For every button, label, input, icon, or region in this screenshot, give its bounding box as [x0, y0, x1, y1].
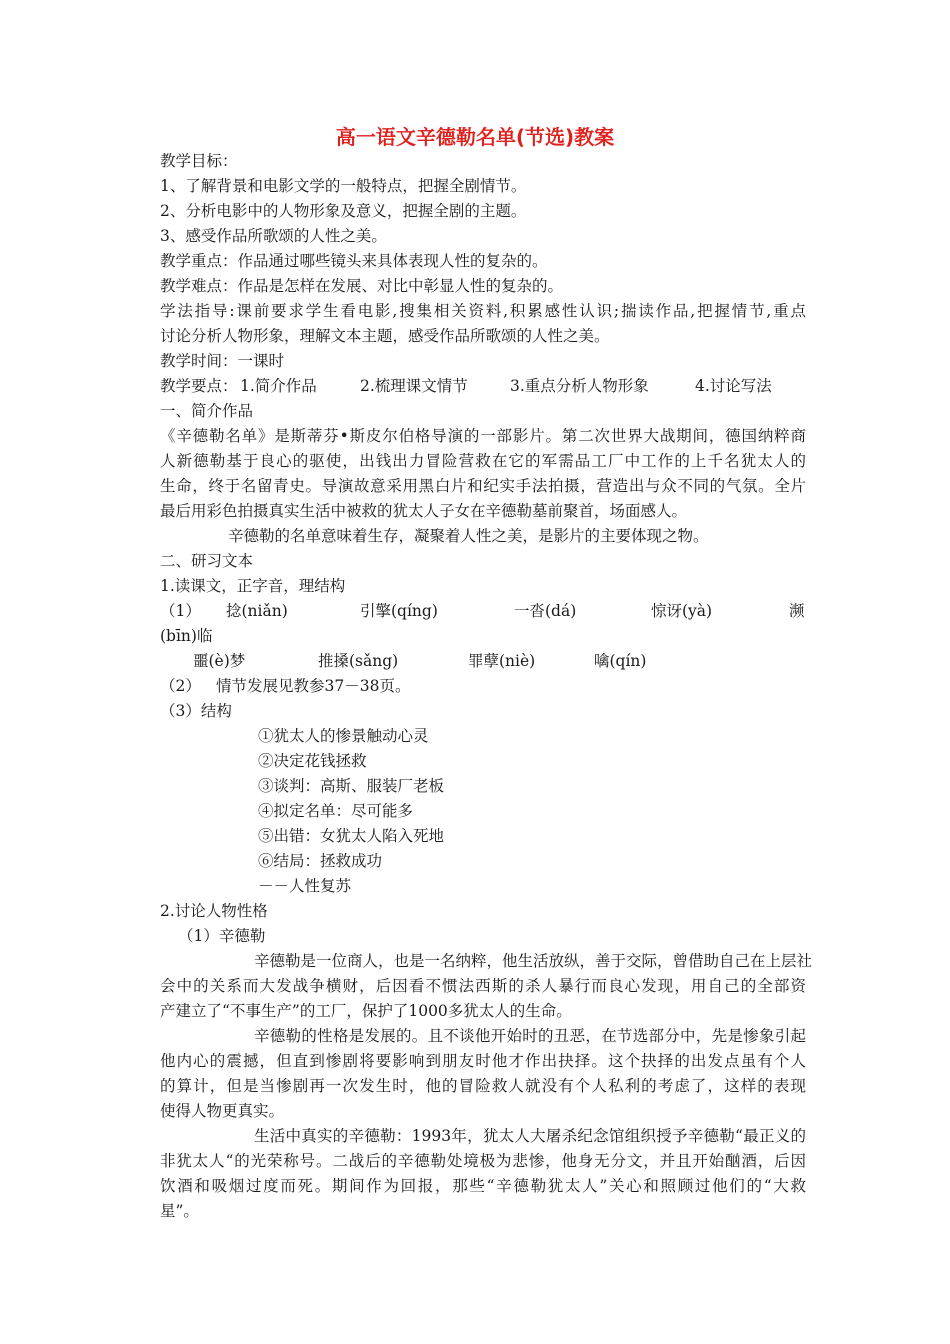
- paragraph-line: 《辛德勒名单》是斯蒂芬•斯皮尔伯格导演的一部影片。第二次世界大战期间，德国纳粹商: [160, 427, 806, 445]
- objectives-heading: 教学目标：: [160, 152, 238, 170]
- vocab-item: 推搡(sǎng): [318, 652, 399, 670]
- vocab-item: 罪孽(niè): [468, 652, 536, 670]
- structure-item: ⑤出错：女犹太人陷入死地: [258, 827, 445, 845]
- teaching-points: [160, 374, 795, 398]
- structure-item: ①犹太人的惨景触动心灵: [258, 727, 429, 745]
- vocab-item: 噩(è)梦: [193, 652, 246, 670]
- paragraph-line: 辛德勒是一位商人，也是一名纳粹，他生活放纵，善于交际，曾借助自己在上层社: [254, 952, 813, 970]
- method-line: 讨论分析人物形象，理解文本主题，感受作品所歌颂的人性之美。: [160, 327, 610, 345]
- paragraph-line: 的算计，但是当惨剧再一次发生时，他的冒险救人就没有个人私利的考虑了，这样的表现: [160, 1077, 806, 1095]
- plot-label: （2）: [160, 677, 201, 695]
- structure-item: ③谈判：高斯、服装厂老板: [258, 777, 445, 795]
- vocab-item: 噙(qín): [594, 652, 647, 670]
- objective-item: 1、了解背景和电影文学的一般特点，把握全剧情节。: [160, 177, 527, 195]
- point-item: 2.梳理课文情节: [360, 377, 468, 395]
- paragraph-line: 最后用彩色拍摄真实生活中被救的犹太人子女在辛德勒墓前聚首，场面感人。: [160, 502, 688, 520]
- point-item: 4.讨论写法: [695, 377, 772, 395]
- structure-item: ④拟定名单：尽可能多: [258, 802, 414, 820]
- point-item: 3.重点分析人物形象: [510, 377, 649, 395]
- structure-item: ②决定花钱拯救: [258, 752, 367, 770]
- paragraph-line: 使得人物更真实。: [160, 1102, 285, 1120]
- paragraph-line: 生命，终于名留青史。导演故意采用黑白片和纪实手法拍摄，营造出与众不同的气氛。全片: [160, 477, 806, 495]
- paragraph-line: 辛德勒的名单意味着生存，凝聚着人性之美，是影片的主要体现之物。: [228, 527, 709, 545]
- paragraph-line: 他内心的震撼，但直到惨剧将要影响到朋友时他才作出抉择。这个抉择的出发点虽有个人: [160, 1052, 806, 1070]
- objective-item: 3、感受作品所歌颂的人性之美。: [160, 227, 387, 245]
- paragraph-line: 会中的关系而大发战争横财，后因看不惯法西斯的杀人暴行而良心发现，用自己的全部资: [160, 977, 806, 995]
- plot-text: 情节发展见教参37－38页。: [216, 677, 411, 695]
- paragraph-line: 非犹太人“的光荣称号。二战后的辛德勒处境极为悲惨，他身无分文，并且开始酗酒，后因: [160, 1152, 806, 1170]
- paragraph-line: 饮酒和吸烟过度而死。期间作为回报，那些“辛德勒犹太人”关心和照顾过他们的“大救: [160, 1177, 806, 1195]
- key-point: 教学重点：作品通过哪些镜头来具体表现人性的复杂的。: [160, 252, 548, 270]
- vocab-row: [193, 649, 646, 673]
- teaching-time: 教学时间：一课时: [160, 352, 285, 370]
- section-heading: 一、简介作品: [160, 402, 254, 420]
- method-line: 学法指导:课前要求学生看电影,搜集相关资料,积累感性认识;揣读作品,把握情节,重点: [160, 302, 806, 320]
- vocab-item: 惊讶(yà): [651, 602, 713, 620]
- vocab-label: （1）: [160, 602, 201, 620]
- vocab-item: 捻(niǎn): [226, 602, 288, 620]
- paragraph-line: 星”。: [160, 1202, 199, 1220]
- objective-item: 2、分析电影中的人物形象及意义，把握全剧的主题。: [160, 202, 527, 220]
- structure-item: －－人性复苏: [258, 877, 352, 895]
- structure-label: （3）结构: [160, 702, 232, 720]
- points-label: 教学要点：: [160, 377, 238, 395]
- section-heading: 2.讨论人物性格: [160, 902, 268, 920]
- vocab-item: 一沓(dá): [514, 602, 577, 620]
- vocab-item: (bīn)临: [160, 627, 213, 645]
- point-item: 1.简介作品: [240, 377, 317, 395]
- paragraph-line: 人新德勒基于良心的驱使，出钱出力冒险营救在它的军需品工厂中工作的上千名犹太人的: [160, 452, 806, 470]
- subsection-heading: （1）辛德勒: [178, 927, 266, 945]
- difficulty: 教学难点：作品是怎样在发展、对比中彰显人性的复杂的。: [160, 277, 564, 295]
- vocab-row: [160, 599, 805, 623]
- subsection-heading: 1.读课文，正字音，理结构: [160, 577, 346, 595]
- vocab-item: 濒: [789, 602, 805, 620]
- plot-line: [160, 674, 410, 698]
- paragraph-line: 辛德勒的性格是发展的。且不谈他开始时的丑恶，在节选部分中，先是惨象引起: [254, 1027, 806, 1045]
- paragraph-line: 生活中真实的辛德勒：1993年，犹太人大屠杀纪念馆组织授予辛德勒“最正义的: [254, 1127, 806, 1145]
- vocab-item: 引擎(qíng): [360, 602, 438, 620]
- section-heading: 二、研习文本: [160, 552, 254, 570]
- paragraph-line: 产建立了“不事生产”的工厂，保护了1000多犹太人的生命。: [160, 1002, 572, 1020]
- structure-item: ⑥结局：拯救成功: [258, 852, 383, 870]
- document-title: 高一语文辛德勒名单(节选)教案: [335, 125, 615, 149]
